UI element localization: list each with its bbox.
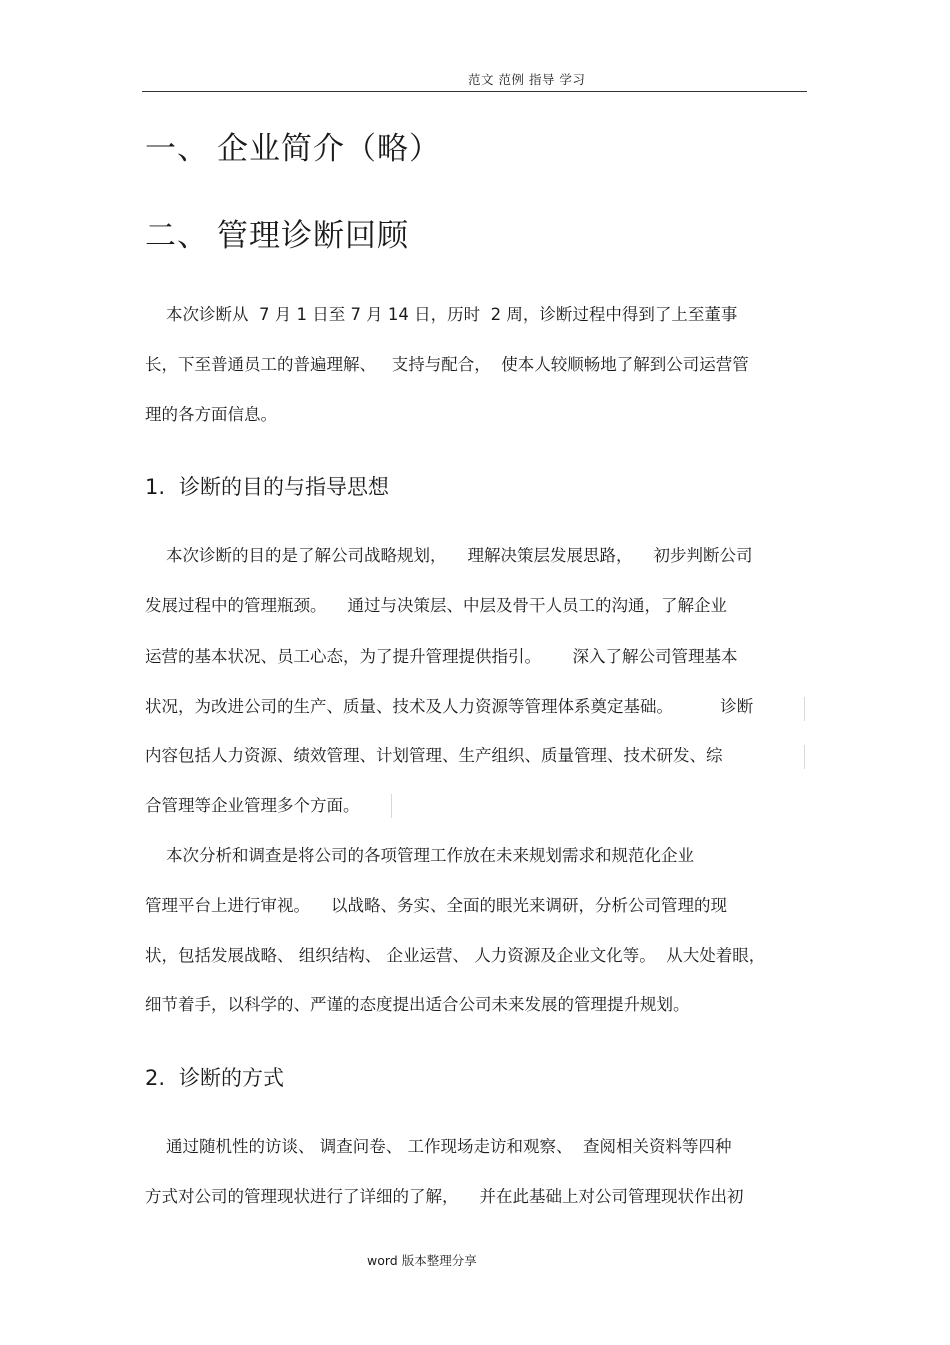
section-heading-purpose	[145, 474, 389, 500]
body-line: 运营的基本状况、员工心态，为了提升管理提供指引。 深入了解公司管理基本	[145, 647, 738, 666]
page-footer-text: word 版本整理分享	[367, 1253, 477, 1268]
body-line: 方式对公司的管理现状进行了详细的了解， 并在此基础上对公司管理现状作出初	[145, 1187, 744, 1206]
section-title: 诊断的目的与指导思想	[179, 475, 389, 499]
text-frame-edge	[391, 794, 392, 818]
body-line: 本次分析和调查是将公司的各项管理工作放在未来规划需求和规范化企业	[145, 846, 694, 865]
heading-title: 管理诊断回顾	[217, 218, 409, 254]
text-frame-edge	[804, 745, 805, 769]
body-line: 发展过程中的管理瓶颈。 通过与决策层、中层及骨干人员工的沟通，了解企业	[145, 596, 727, 615]
heading-diagnosis-review	[145, 218, 409, 254]
body-line: 通过随机性的访谈、 调查问卷、 工作现场走访和观察、 查阅相关资料等四种	[145, 1137, 732, 1156]
heading-number: 一、	[145, 131, 209, 167]
heading-company-intro	[145, 131, 441, 167]
body-line: 状况，为改进公司的生产、质量、技术及人力资源等管理体系奠定基础。 诊断	[145, 697, 754, 716]
intro-line: 理的各方面信息。	[145, 405, 277, 424]
page-header-text: 范文 范例 指导 学习	[468, 72, 586, 87]
heading-title: 企业简介（略）	[217, 131, 441, 167]
body-line: 合管理等企业管理多个方面。	[145, 796, 360, 815]
intro-line: 长，下至普通员工的普遍理解、 支持与配合， 使本人较顺畅地了解到公司运营管	[145, 355, 749, 374]
section-number: 2.	[145, 1066, 166, 1090]
heading-number: 二、	[145, 218, 209, 254]
body-line: 管理平台上进行审视。 以战略、务实、全面的眼光来调研，分析公司管理的现	[145, 896, 727, 915]
body-line: 细节着手，以科学的、严谨的态度提出适合公司未来发展的管理提升规划。	[145, 995, 690, 1014]
text-frame-edge	[804, 697, 805, 721]
intro-line: 本次诊断从 7 月 1 日至 7 月 14 日，历时 2 周，诊断过程中得到了上至董事	[145, 305, 738, 324]
section-number: 1.	[145, 475, 166, 499]
header-rule	[142, 91, 807, 92]
body-line: 内容包括人力资源、绩效管理、计划管理、生产组织、质量管理、技术研发、综	[145, 746, 723, 765]
body-line: 本次诊断的目的是了解公司战略规划， 理解决策层发展思路， 初步判断公司	[145, 546, 753, 565]
section-heading-method	[145, 1065, 284, 1091]
body-line: 状，包括发展战略、 组织结构、 企业运营、 人力资源及企业文化等。 从大处着眼，	[145, 946, 766, 965]
section-title: 诊断的方式	[179, 1066, 284, 1090]
